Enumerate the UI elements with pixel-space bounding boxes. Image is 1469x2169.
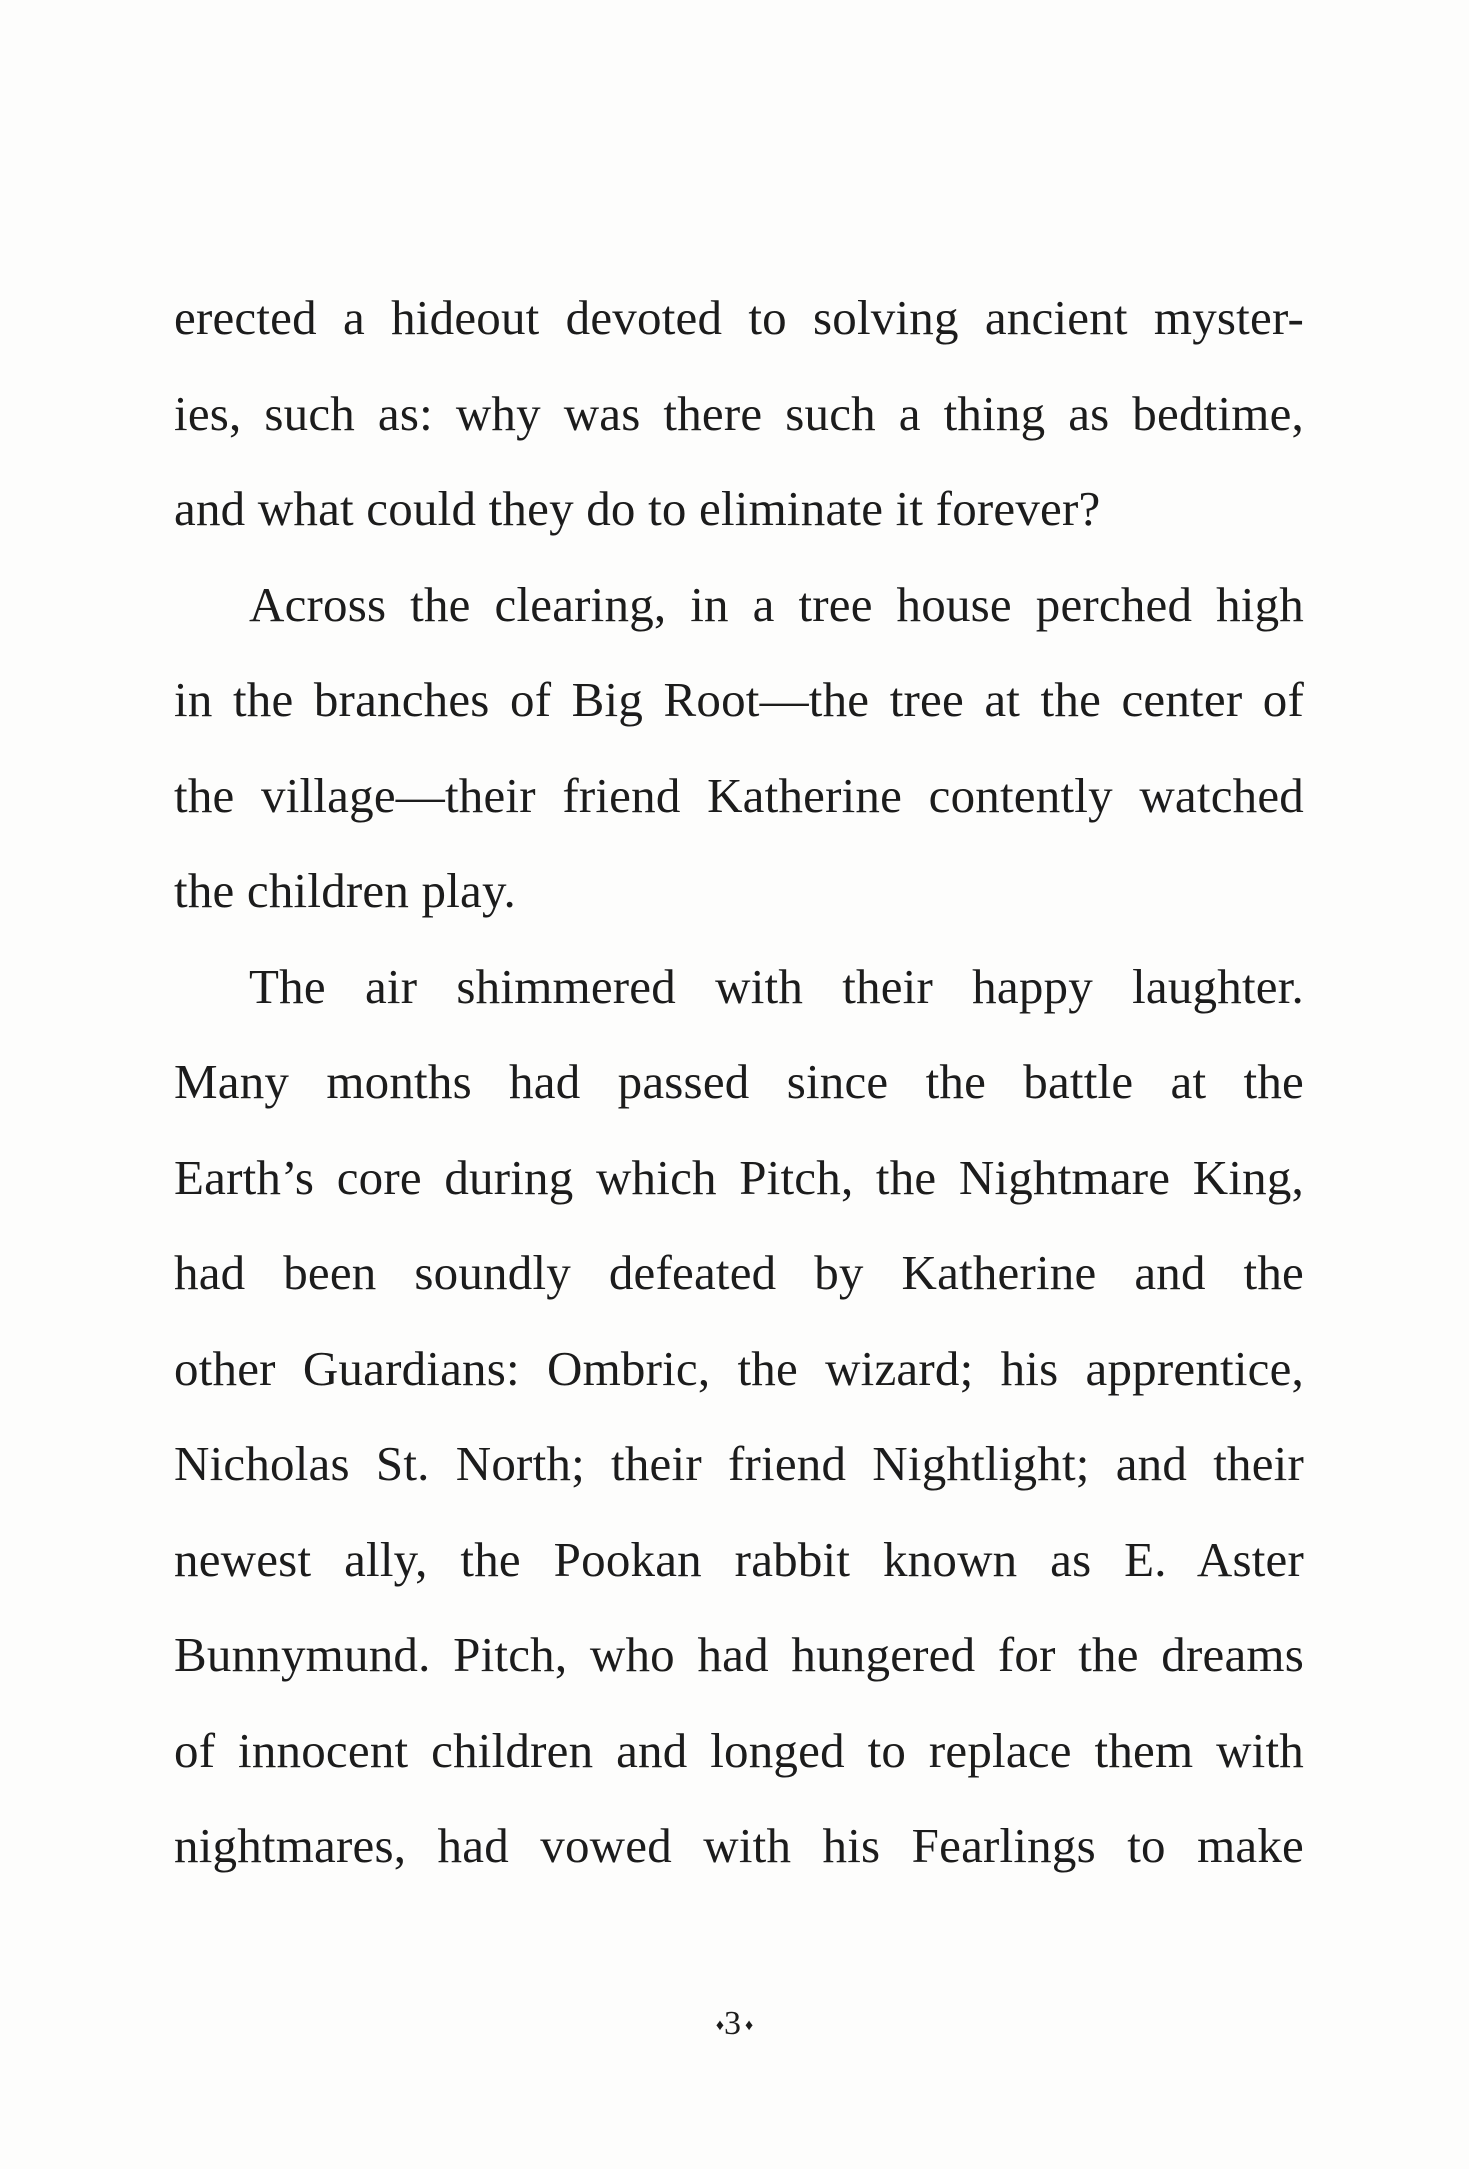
text-line: Bunnymund. Pitch, who had hungered for the dreams xyxy=(174,1627,1304,1682)
ornament-right-icon: ♦ xyxy=(745,2017,754,2035)
text-line: other Guardians: Ombric, the wizard; his apprentice, xyxy=(174,1340,1304,1396)
text-line: nightmares, had vowed with his Fearlings to make xyxy=(174,1818,1304,1873)
text-line: Earth’s core during which Pitch, the Nightmare King, xyxy=(174,1149,1304,1205)
paragraph-start-line: The air shimmered with their happy laughter. xyxy=(249,958,1304,1014)
text-line: Many months had passed since the battle at the xyxy=(174,1054,1304,1109)
text-line: Nicholas St. North; their friend Nightlight; and their xyxy=(174,1436,1304,1491)
text-line: erected a hideout devoted to solving ancient myster- xyxy=(174,290,1304,345)
page-number xyxy=(0,2005,1469,2043)
text-line: the children play. xyxy=(174,863,516,918)
paragraph-start-line: Across the clearing, in a tree house perched high xyxy=(249,576,1304,632)
text-line: newest ally, the Pookan rabbit known as E. Aster xyxy=(174,1531,1304,1587)
text-line: had been soundly defeated by Katherine and the xyxy=(174,1245,1304,1300)
text-line: in the branches of Big Root—the tree at the center of xyxy=(174,672,1304,727)
ornament-left-icon: ♦ xyxy=(715,2017,724,2035)
page-number-value: 3 xyxy=(724,2005,745,2042)
text-line: ies, such as: why was there such a thing as bedtime, xyxy=(174,385,1304,441)
text-line: and what could they do to eliminate it forever? xyxy=(174,481,1101,536)
text-line: the village—their friend Katherine contently watched xyxy=(174,767,1304,823)
body-text xyxy=(174,270,1304,1894)
text-line: of innocent children and longed to replace them with xyxy=(174,1722,1304,1778)
